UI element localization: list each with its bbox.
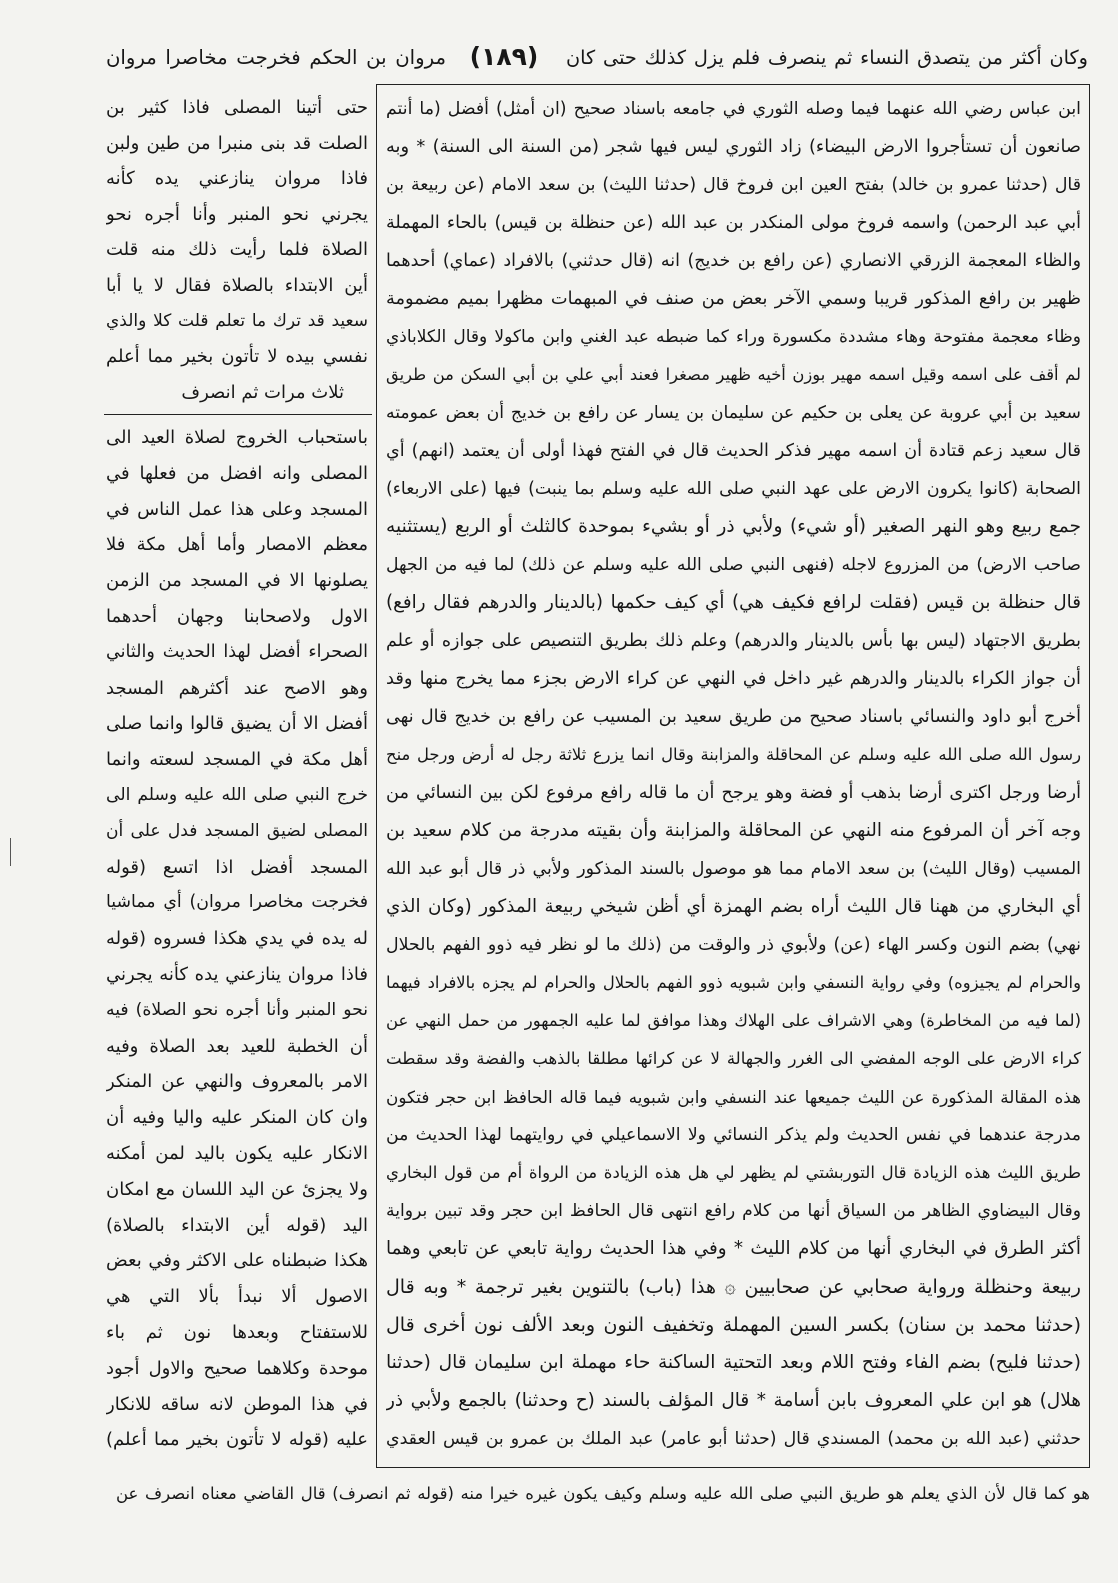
main-text-line: مدرجة عندهما في نفس الحديث ولم يذكر النسائي ولا الاسماعيلي في روايتهما لهذا الحديث من	[386, 1125, 1081, 1145]
main-text-line: (حدثنا محمد بن سنان) بكسر السين المهملة وتخفيف النون وبعد الألف نون أخرى قال	[386, 1314, 1081, 1336]
margin-lower-line: فاذا مروان ينازعني يده كأنه يجرني	[106, 963, 368, 985]
margin-lower-line: فخرجت مخاصرا مروان) أي مماشيا	[106, 892, 368, 913]
margin-lower-line: الاصول ألا نبدأ بألا التي هي	[106, 1286, 368, 1308]
main-text-line: صاحب الارض) من المزروع لاجله (فنهى النبي صلى الله عليه وسلم عن ذلك) لما فيه من الجهل	[386, 555, 1081, 575]
main-text-line: أرضا ورجل اكترى أرضا بذهب أو فضة وهو يرجح أن ما قاله رافع مرفوع لكن بين النسائي من	[386, 783, 1081, 803]
main-text-column	[386, 90, 1081, 1458]
margin-upper-line: فاذا مروان ينازعني يده كأنه	[106, 168, 368, 190]
margin-upper-line: نفسي بيده لا تأتون بخير مما أعلم	[106, 346, 368, 368]
margin-upper-line: الصلت قد بنى منبرا من طين ولبن	[106, 132, 368, 154]
margin-lower-line: خرج النبي صلى الله عليه وسلم الى	[106, 784, 368, 805]
main-text-line: ظهير بن رافع المذكور قريبا وسمي الآخر بعض من صنف في المبهمات مظهرا بميم مضمومة	[386, 289, 1081, 309]
margin-lower-line: يصلونها الا في المسجد من الزمن	[106, 570, 368, 592]
margin-lower-line: المسجد أفضل اذا اتسع (قوله	[106, 856, 368, 878]
main-text-line: أن جواز الكراء بالدينار والدرهم غير داخل في النهي عن كراء الارض بجزء مما يخرج منها وقد	[386, 668, 1081, 689]
margin-lower-line: الامر بالمعروف والنهي عن المنكر	[106, 1071, 368, 1093]
main-text-line: ربيعة وحنظلة ورواية صحابي عن صحابيين ۞ هذا (باب) بالتنوين بغير ترجمة * وبه قال	[386, 1276, 1081, 1298]
margin-lower-line: للاستفتاح وبعدها نون ثم باء	[106, 1321, 368, 1343]
main-text-line: سعيد بن أبي عروبة عن يعلى بن حكيم عن سليمان بن يسار عن رافع بن خديج أن بعض عمومته	[386, 403, 1081, 423]
main-text-line: قال سعيد زعم قتادة أن اسمه مهير فذكر الحديث قال في الفتح فهذا أولى أن يعتمد (انهم) أي	[386, 441, 1081, 461]
main-text-line: وجه آخر أن المرفوع منه النهي عن المحاقلة والمزابنة وأن بقيته مدرجة من كلام سعيد بن	[386, 820, 1081, 841]
margin-lower-line: الاول ولاصحابنا وجهان أحدهما	[106, 605, 368, 627]
main-text-line: أكثر الطرق في البخاري أنها من كلام الليث * وفي هذا الحديث رواية تابعي عن تابعي وهما	[386, 1238, 1081, 1259]
margin-lower-line: ولا يجزئ عن اليد اللسان مع امكان	[106, 1178, 368, 1200]
main-text-line: صانعون أن تستأجروا الارض البيضاء) زاد الثوري ليس فيها شجر (من السنة الى السنة) * وبه	[386, 136, 1081, 157]
margin-lower-line: المصلى وانه افضل من فعلها في	[106, 462, 368, 484]
main-text-line: ابن عباس رضي الله عنهما فيما وصله الثوري في جامعه باسناد صحيح (ان أمثل) أفضل (ما أنتم	[386, 99, 1081, 119]
margin-lower-line: الصحراء أفضل لهذا الحديث والثاني	[106, 641, 368, 662]
main-text-line: قال حنظلة بن قيس (فقلت لرافع فكيف هي) أي كيف حكمها (بالدينار والدرهم فقال رافع)	[386, 592, 1081, 613]
margin-lower-line: أفضل الا أن يضيق قالوا وانما صلى	[106, 713, 368, 735]
scan-mark	[10, 838, 11, 866]
margin-lower-line: المسجد وعلى هذا عمل الناس في	[106, 498, 368, 520]
margin-upper-line: يجرني نحو المنبر وأنا أجره نحو	[106, 203, 368, 225]
main-text-line: قال (حدثنا عمرو بن خالد) بفتح العين ابن فروخ قال (حدثنا الليث) بن سعد الامام (عن ربيعة بن	[386, 175, 1081, 195]
main-text-line: (حدثنا فليح) بضم الفاء وفتح اللام وبعد التحتية الساكنة حاء مهملة ابن سليمان قال (حدثنا	[386, 1352, 1081, 1373]
margin-upper-line: أين الابتداء بالصلاة فقال لا يا أبا	[106, 274, 368, 296]
margin-lower-line: وان كان المنكر عليه واليا وفيه أن	[106, 1107, 368, 1129]
margin-lower-line: في هذا الموطن لانه ساقه للانكار	[106, 1393, 368, 1415]
main-text-line: وقال البيضاوي الظاهر من السياق أنها من كلام رافع انتهى قال الحافظ ابن حجر وقد تبين برواية	[386, 1201, 1081, 1221]
main-text-line: نهي) بضم النون وكسر الهاء (عن) ولأبوي ذر والوقت من (ذلك ما لو نظر فيه ذوو الفهم بالحلال	[386, 935, 1081, 955]
margin-lower-section	[106, 420, 368, 1458]
main-text-line: جمع ربيع وهو النهر الصغير (أو شيء) ولأبي ذر أو بشيء بموحدة كالثلث أو الربع (يستثنيه	[386, 516, 1081, 537]
main-text-line: المسيب (وقال الليث) بن سعد الامام مما هو موصول بالسند المذكور ولأبي ذر قال أبو عبد الله	[386, 859, 1081, 879]
margin-lower-line: باستحباب الخروج لصلاة العيد الى	[106, 427, 368, 448]
margin-upper-line: الصلاة فلما رأيت ذلك منه قلت	[106, 239, 368, 261]
margin-lower-line: الانكار عليه يكون باليد لمن أمكنه	[106, 1142, 368, 1164]
main-text-line: أي البخاري من ههنا قال الليث أراه بضم الهمزة أي أظن شيخي ربيعة المذكور (وكان الذي	[386, 896, 1081, 917]
margin-lower-line: معظم الامصار وأما أهل مكة فلا	[106, 534, 368, 556]
main-text-line: لم أقف على اسمه وقيل اسمه مهير بوزن أخيه ظهير مصغرا فعند أبي علي بن أبي السكن من طريق	[386, 365, 1081, 384]
main-text-line: وظاء معجمة مفتوحة وهاء مشددة مكسورة وراء كما ضبطه عبد الغني وابن ماكولا وقال الكلاباذي	[386, 327, 1081, 347]
main-text-line: أبي عبد الرحمن) واسمه فروخ مولى المنكدر بن عبد الله (عن حنظلة بن قيس) بالحاء المهملة	[386, 213, 1081, 233]
running-header-right: وكان أكثر من يتصدق النساء ثم ينصرف فلم يزل كذلك حتى كان	[566, 46, 1088, 69]
main-text-line: أخرج أبو داود والنسائي باسناد صحيح من طريق سعيد بن المسيب عن رافع بن خديج قال نهى	[386, 707, 1081, 727]
margin-lower-line: أن الخطبة للعيد بعد الصلاة وفيه	[106, 1035, 368, 1057]
main-text-line: الصحابة (كانوا يكرون الارض على عهد النبي صلى الله عليه وسلم بما ينبت) فيها (على الاربعاء)	[386, 479, 1081, 499]
margin-lower-line: موحدة وكلاهما صحيح والاول أجود	[106, 1357, 368, 1379]
margin-upper-line: ثلاث مرات ثم انصرف	[181, 381, 344, 403]
margin-lower-line: هكذا ضبطناه على الاكثر وفي بعض	[106, 1250, 368, 1272]
main-text-line: هذه المقالة المذكورة عن الليث جميعها عند النسفي وابن شبويه فيما قاله الحافظ ابن حجر فتكون	[386, 1087, 1081, 1107]
margin-separator	[104, 414, 372, 415]
main-text-line: رسول الله صلى الله عليه وسلم عن المحاقلة والمزابنة وقال انما يزرع ثلاثة رجل له أرض ورجل منح	[386, 745, 1081, 764]
page-number: (١٨٩)	[469, 42, 539, 71]
footer-continuation-line: هو كما قال لأن الذي يعلم هو طريق النبي صلى الله عليه وسلم وكيف يكون غيره خيرا منه (قوله ثم انصرف) قال القاضي معناه انصرف عن	[116, 1484, 1090, 1503]
margin-lower-line: له يده في يدي هكذا فسروه (قوله	[106, 928, 368, 950]
margin-upper-line: سعيد قد ترك ما تعلم قلت كلا والذي	[106, 310, 368, 331]
margin-lower-line: اليد (قوله أين الابتداء بالصلاة)	[106, 1214, 368, 1236]
main-text-line: (لما فيه من المخاطرة) وهي الاشراف على الهلاك وهذا موافق لما عليه الجمهور من حمل النهي عن	[386, 1011, 1081, 1030]
margin-lower-line: أهل مكة في المسجد لسعته وانما	[106, 749, 368, 771]
main-text-line: والظاء المعجمة الزرقي الانصاري (عن رافع بن خديج) انه (قال حدثني) بالافراد (عماي) أحدهما	[386, 251, 1081, 271]
main-text-line: بطريق الاجتهاد (ليس بها بأس بالدينار والدرهم) وعلم ذلك بطريق التنصيص على جوازه أو علم	[386, 631, 1081, 651]
running-header-left: مروان بن الحكم فخرجت مخاصرا مروان	[106, 46, 446, 69]
margin-upper-line: حتى أتينا المصلى فاذا كثير بن	[106, 97, 368, 118]
margin-upper-section	[106, 90, 368, 410]
margin-lower-line: وهو الاصح عند أكثرهم المسجد	[106, 677, 368, 699]
main-text-line: والحرام لم يجيزوه) وفي رواية النسفي وابن شبويه ذوو الفهم بالحلال والحرام لم يجزه بالافراد فيهما	[386, 973, 1081, 992]
margin-lower-line: المصلى لضيق المسجد فدل على أن	[106, 820, 368, 841]
margin-lower-line: نحو المنبر وأنا أجره نحو الصلاة) فيه	[106, 999, 368, 1020]
margin-lower-line: عليه (قوله لا تأتون بخير مما أعلم)	[106, 1429, 368, 1451]
main-text-line: هلال) هو ابن علي المعروف بابن أسامة * قال المؤلف بالسند (ح وحدثنا) بالجمع ولأبي ذر	[386, 1390, 1081, 1411]
main-text-line: طريق الليث هذه الزيادة قال التوربشتي لم يظهر لي هل هذه الزيادة من الرواة أم من قول البخاري	[386, 1163, 1081, 1182]
main-text-line: كراء الارض على الوجه المفضي الى الغرر والجهالة لا عن كرائها مطلقا بالذهب والفضة وقد سقطت	[386, 1049, 1081, 1068]
main-text-line: حدثني (عبد الله بن محمد) المسندي قال (حدثنا أبو عامر) عبد الملك بن عمرو بن قيس العقدي	[386, 1429, 1081, 1449]
